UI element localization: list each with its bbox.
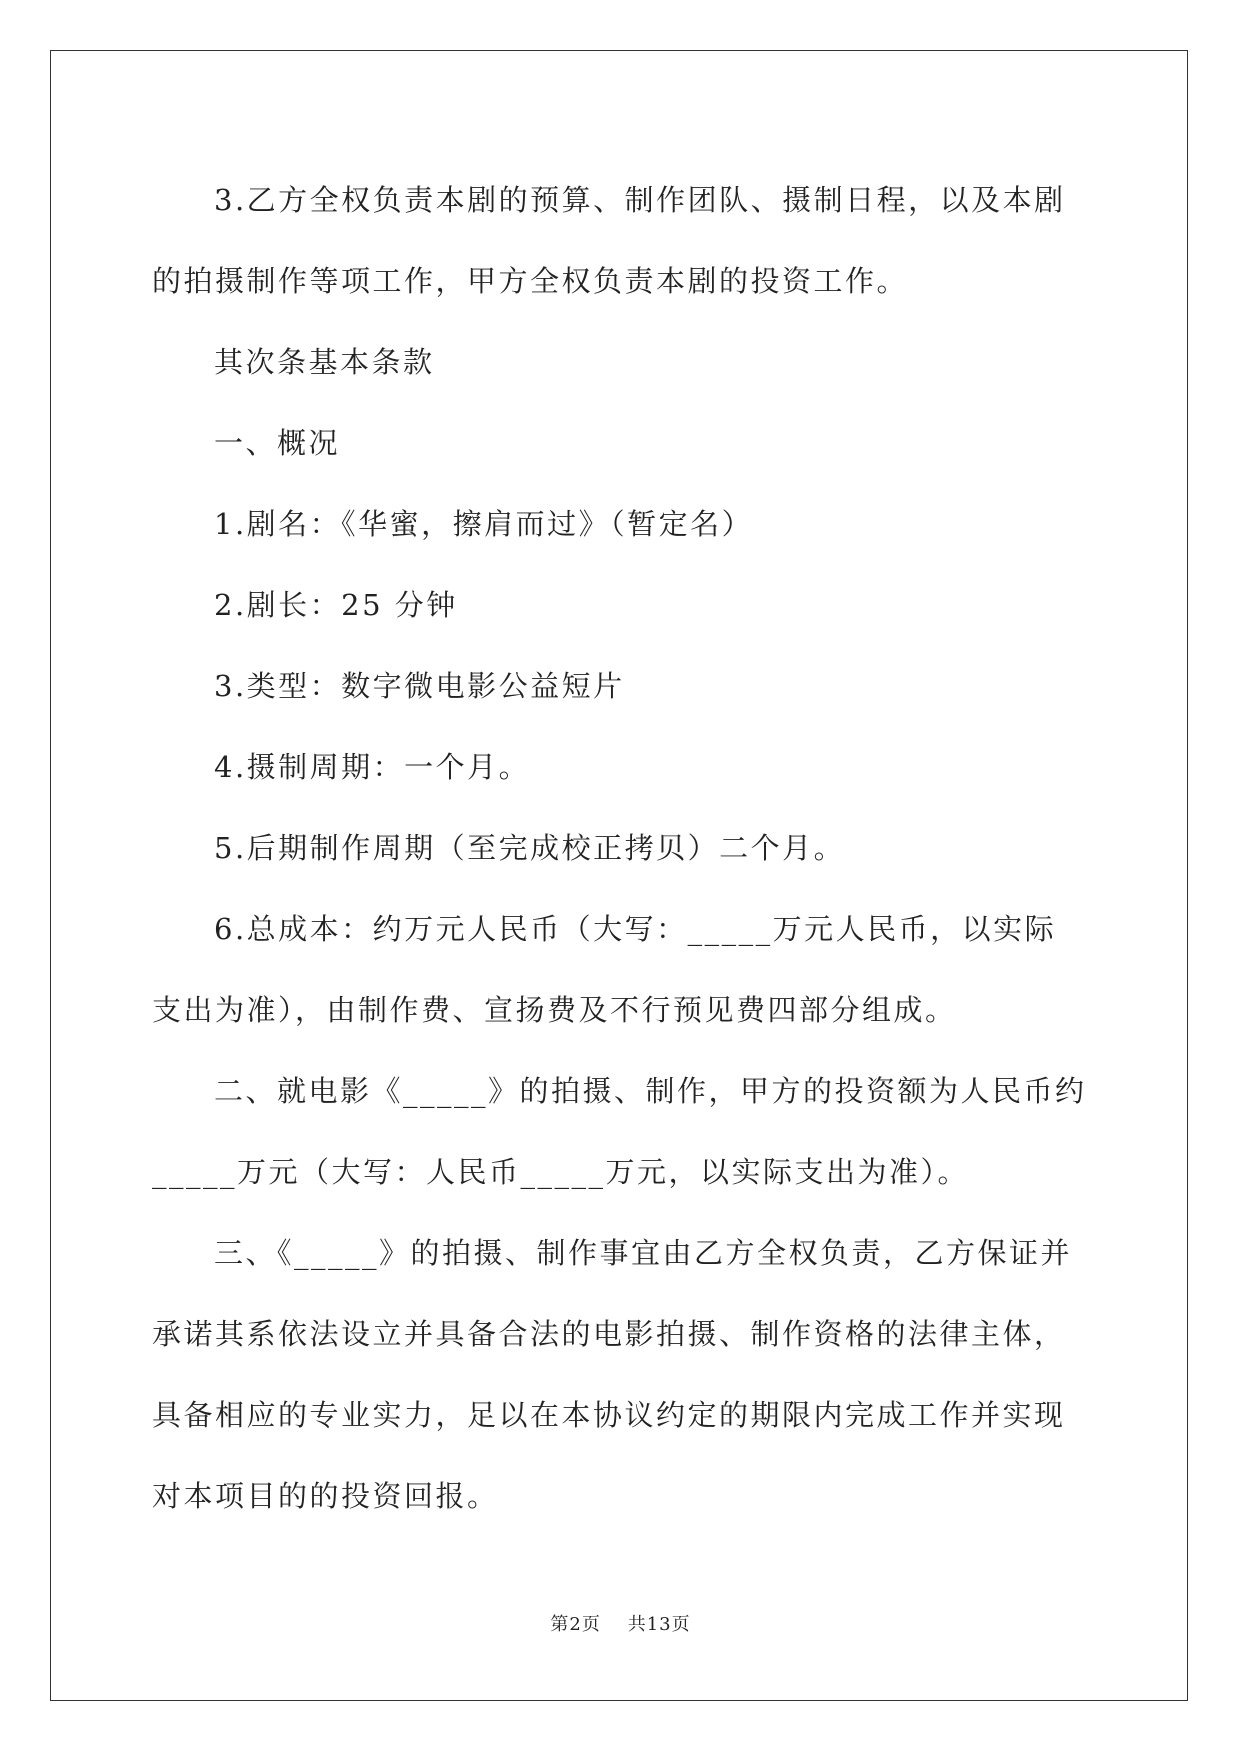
page-footer bbox=[0, 1610, 1241, 1636]
paragraph-post-production: 5.后期制作周期（至完成校正拷贝）二个月。 bbox=[214, 831, 846, 865]
paragraph-overview-heading: 一、概况 bbox=[214, 426, 341, 460]
page-total: 共13页 bbox=[627, 1614, 691, 1635]
paragraph-shooting-period: 4.摄制周期：一个月。 bbox=[214, 750, 531, 784]
paragraph-section-heading: 其次条基本条款 bbox=[214, 345, 435, 379]
paragraph-length: 2.剧长：25 分钟 bbox=[214, 588, 458, 622]
paragraph-responsibility: 三、《_____》的拍摄、制作事宜由乙方全权负责，乙方保证并承诺其系依法设立并具备合法的电影拍摄、制作资格的法律主体，具备相应的专业实力，足以在本协议约定的期限内完成工作并实现对本项目的的投资回报。 bbox=[152, 1236, 1073, 1513]
document-body bbox=[152, 160, 1087, 1537]
paragraph-investment: 二、就电影《_____》的拍摄、制作，甲方的投资额为人民币约_____万元（大写：人民币_____万元，以实际支出为准）。 bbox=[152, 1074, 1087, 1189]
paragraph-type: 3.类型：数字微电影公益短片 bbox=[214, 669, 625, 703]
paragraph-total-cost: 6.总成本：约万元人民币（大写：_____万元人民币，以实际支出为准），由制作费、宣扬费及不行预见费四部分组成。 bbox=[152, 912, 1057, 1027]
paragraph-title: 1.剧名：《华蜜，擦肩而过》（暂定名） bbox=[214, 507, 754, 541]
page-number: 第2页 bbox=[550, 1614, 601, 1635]
paragraph-clause-3: 3.乙方全权负责本剧的预算、制作团队、摄制日程，以及本剧的拍摄制作等项工作，甲方全权负责本剧的投资工作。 bbox=[152, 183, 1066, 298]
